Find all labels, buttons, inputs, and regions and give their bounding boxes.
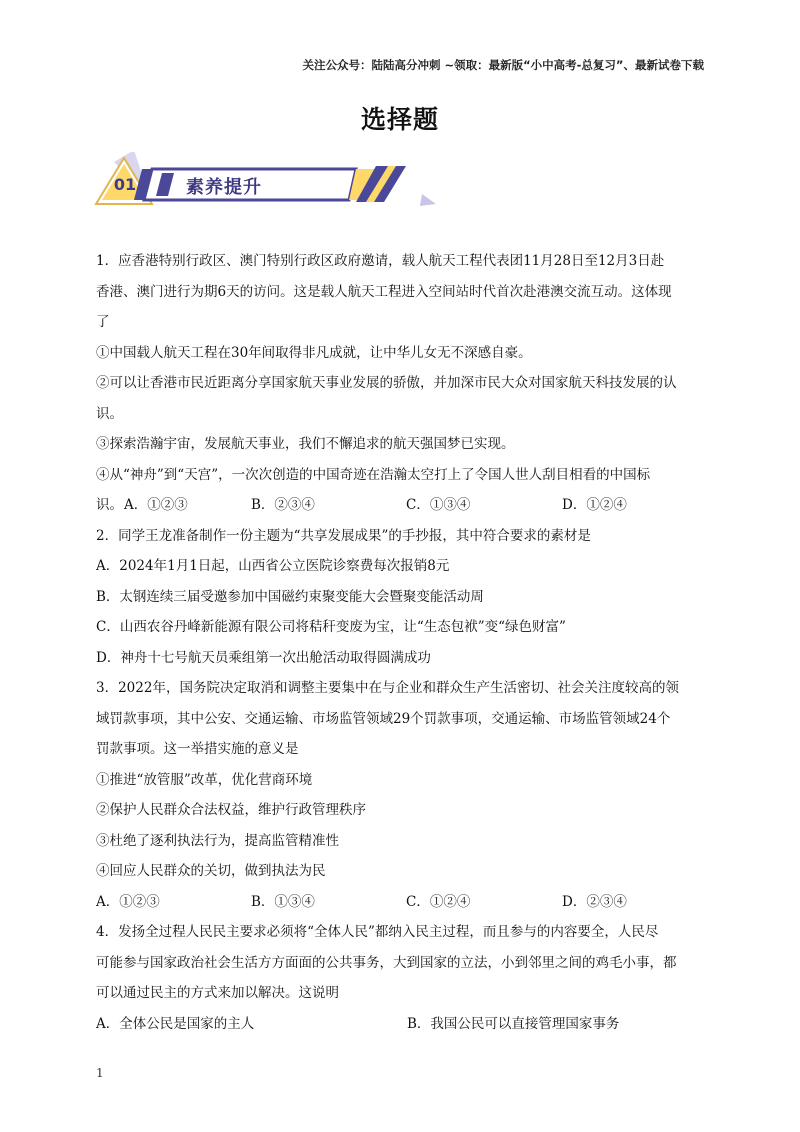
- answer-options: [96, 887, 718, 918]
- section-banner: [94, 152, 439, 216]
- question-3: [96, 673, 718, 917]
- question-stem: 2．同学王龙准备制作一份主题为“共享发展成果”的手抄报，其中符合要求的素材是: [96, 527, 591, 544]
- statement-3: ③杜绝了逐利执法行为，提高监管精准性: [96, 832, 339, 849]
- option-c: C．①②④: [406, 893, 471, 910]
- option-d: D．①②④: [562, 497, 627, 513]
- option-c: C．①③④: [406, 497, 471, 513]
- statement-3: ③探索浩瀚宇宙，发展航天事业，我们不懈追求的航天强国梦已实现。: [96, 436, 515, 452]
- option-b: B．我国公民可以直接管理国家事务: [407, 1015, 620, 1032]
- question-stem: 香港、澳门进行为期6天的访问。这是载人航天工程进入空间站时代首次赴港澳交流互动。这体现: [96, 283, 672, 300]
- page-title: 选择题: [360, 105, 439, 134]
- question-stem: 可能参与国家政治社会生活方方面面的公共事务，大到国家的立法，小到邻里之间的鸡毛小事，都: [96, 954, 677, 971]
- answer-options: [96, 1009, 718, 1040]
- option-a: A．2024年1月1日起，山西省公立医院诊察费每次报销8元: [96, 558, 450, 574]
- statement-4: ④从“神舟”到“天宫”，一次次创造的中国奇迹在浩瀚太空打上了令国人世人刮目相看的中国标: [96, 466, 651, 483]
- option-a: A．①②③: [124, 497, 188, 513]
- question-list: [96, 246, 718, 1039]
- option-b: B．太钢连续三届受邀参加中国磁约束聚变能大会暨聚变能活动周: [96, 588, 484, 605]
- question-1: [96, 246, 718, 521]
- statement-4-end: 识。: [96, 497, 123, 513]
- page-number: 1: [96, 1066, 104, 1080]
- question-stem: 了: [96, 314, 110, 330]
- option-d: D．神舟十七号航天员乘组第一次出舱活动取得圆满成功: [96, 649, 431, 666]
- banner-number: 01: [113, 175, 137, 194]
- statement-2: ②保护人民群众合法权益，维护行政管理秩序: [96, 802, 366, 818]
- question-stem: 域罚款事项，其中公安、交通运输、市场监管领域29个罚款事项，交通运输、市场监管领域24个: [96, 710, 671, 727]
- option-d: D．②③④: [562, 893, 627, 910]
- banner-graphic: [94, 152, 439, 216]
- question-stem: 3．2022年，国务院决定取消和调整主要集中在与企业和群众生产生活密切、社会关注度较高的领: [96, 680, 679, 696]
- question-stem: 罚款事项。这一举措实施的意义是: [96, 741, 299, 757]
- header-note: 关注公众号：陆陆高分冲刺 ~领取：最新版“小中高考-总复习”、最新试卷下载: [302, 58, 704, 72]
- option-a: A．全体公民是国家的主人: [96, 1015, 255, 1032]
- question-4: [96, 917, 718, 1039]
- option-b: B．①③④: [251, 893, 315, 910]
- option-b: B．②③④: [251, 497, 315, 513]
- option-c: C．山西农谷丹峰新能源有限公司将秸秆变废为宝，让“生态包袱”变“绿色财富”: [96, 619, 566, 635]
- banner-label: 素养提升: [186, 177, 262, 198]
- question-stem: 可以通过民主的方式来加以解决。这说明: [96, 985, 339, 1001]
- option-a: A．①②③: [96, 893, 160, 910]
- statement-2: 识。: [96, 405, 123, 422]
- statement-1: ①中国载人航天工程在30年间取得非凡成就，让中华儿女无不深感自豪。: [96, 344, 532, 361]
- answer-options: [96, 490, 718, 521]
- question-stem: 1．应香港特别行政区、澳门特别行政区政府邀请，载人航天工程代表团11月28日至12月3日赴: [96, 253, 665, 269]
- question-stem: 4．发扬全过程人民民主要求必须将“全体人民”都纳入民主过程，而且参与的内容要全，人民尽: [96, 924, 659, 940]
- statement-1: ①推进“放管服”改革，优化营商环境: [96, 771, 313, 788]
- question-2: [96, 521, 718, 674]
- statement-4: ④回应人民群众的关切，做到执法为民: [96, 863, 326, 879]
- statement-2: ②可以让香港市民近距离分享国家航天事业发展的骄傲，并加深市民大众对国家航天科技发展的认: [96, 375, 677, 391]
